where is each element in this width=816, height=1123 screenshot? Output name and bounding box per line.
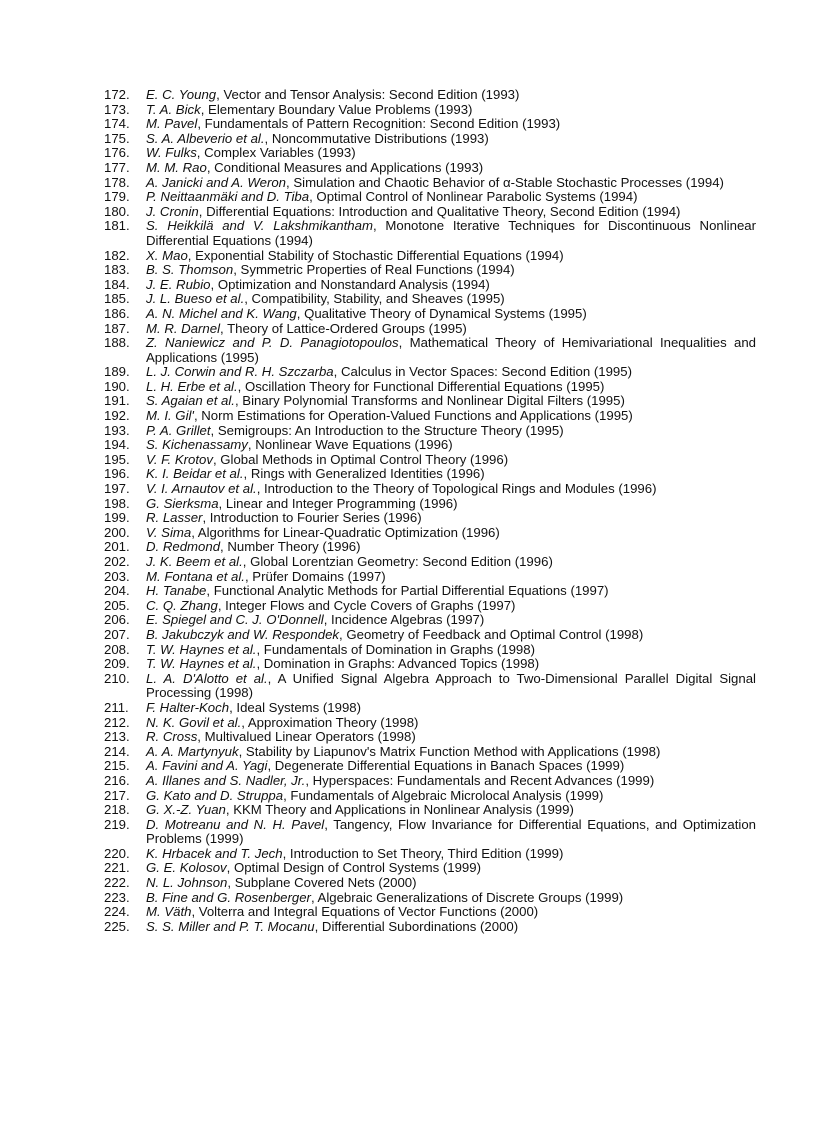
entry-author: J. K. Beem et al. [146,554,243,569]
list-item [104,599,756,614]
list-item [104,438,756,453]
entry-number: 196. [104,466,130,482]
entry-author: M. R. Darnel [146,320,221,336]
entry-text [146,380,756,395]
entry-number: 194. [104,437,130,453]
list-item [104,365,756,380]
entry-author: S. A. Albeverio et al. [146,130,265,146]
list-item [104,292,756,307]
entry-number: 187. [104,320,130,336]
entry-title: , Multivalued Linear Operators (1998) [197,729,416,745]
entry-title: , Global Lorentzian Geometry: Second Edition (1996) [242,554,553,569]
entry-title: , Qualitative Theory of Dynamical Systems (1995) [296,305,587,321]
entry-number: 191. [104,393,130,409]
entry-text [146,103,756,118]
entry-text [146,146,756,161]
entry-number: 220. [104,845,130,861]
entry-number: 173. [104,101,130,117]
entry-text [146,730,756,745]
list-item [104,336,756,365]
entry-number: 189. [104,364,130,380]
entry-author: A. A. Martynyuk [146,743,239,759]
list-item [104,322,756,337]
entry-title: , Noncommutative Distributions (1993) [264,130,489,146]
entry-text [146,176,756,191]
entry-title: , Semigroups: An Introduction to the Structure Theory (1995) [210,422,564,438]
entry-number: 216. [104,772,130,788]
entry-title: , Approximation Theory (1998) [241,714,419,730]
entry-title: , Stability by Liapunov's Matrix Function Method with Applications (1998) [238,743,661,759]
entry-author: N. K. Govil et al. [146,714,242,730]
entry-number: 177. [104,159,130,175]
entry-text [146,920,756,935]
entry-number: 225. [104,918,130,934]
entry-title: , Symmetric Properties of Real Functions (1994) [233,262,515,278]
entry-number: 190. [104,378,130,394]
list-item [104,526,756,541]
entry-author: B. Jakubczyk and W. Respondek [146,626,340,642]
entry-title: , Norm Estimations for Operation-Valued Functions and Applications (1995) [193,408,633,424]
entry-author: D. Motreanu and N. H. Pavel [146,816,325,832]
entry-number: 202. [104,554,130,569]
entry-title: , Oscillation Theory for Functional Differential Equations (1995) [237,378,605,394]
entry-title: , Functional Analytic Methods for Partial Differential Equations (1997) [206,583,609,599]
entry-title: , Tangency, Flow Invariance for Differential Equations, and Optimization Problems (1999) [146,816,756,847]
entry-title: , Optimization and Nonstandard Analysis (1994) [210,276,490,292]
entry-author: C. Q. Zhang [146,597,218,613]
entry-text [146,613,756,628]
entry-number: 199. [104,510,130,526]
entry-text [146,482,756,497]
entry-number: 186. [104,305,130,321]
entry-title: , Elementary Boundary Value Problems (1993) [200,101,473,117]
entry-text [146,278,756,293]
entry-text [146,132,756,147]
list-item [104,920,756,935]
entry-number: 209. [104,656,130,672]
entry-author: S. Kichenassamy [146,437,248,453]
entry-text [146,219,756,248]
list-item [104,132,756,147]
list-item [104,88,756,103]
list-item [104,847,756,862]
entry-author: P. Neittaanmäki and D. Tiba [146,189,310,205]
entry-title: , Volterra and Integral Equations of Vector Functions (2000) [191,904,539,920]
entry-text [146,394,756,409]
entry-author: M. M. Rao [146,159,207,175]
entry-title: , Nonlinear Wave Equations (1996) [247,437,453,453]
entry-author: M. I. Gil' [146,408,194,424]
entry-text [146,424,756,439]
entry-number: 179. [104,189,130,205]
entry-number: 193. [104,422,130,438]
list-item [104,103,756,118]
entry-author: E. C. Young [146,87,217,102]
entry-text [146,497,756,512]
list-item [104,730,756,745]
entry-number: 208. [104,641,130,657]
list-item [104,278,756,293]
entry-text [146,190,756,205]
entry-author: H. Tanabe [146,583,207,599]
entry-title: , Prüfer Domains (1997) [244,568,386,584]
entry-title: , Hyperspaces: Fundamentals and Recent Advances (1999) [305,772,655,788]
entry-author: V. F. Krotov [146,451,213,467]
entry-author: B. S. Thomson [146,262,234,278]
entry-text [146,789,756,804]
entry-title: , Monotone Iterative Techniques for Discontinuous Nonlinear Differential Equations (1994) [146,218,757,248]
entry-text [146,467,756,482]
list-item [104,774,756,789]
entry-author: S. Agaian et al. [146,393,235,409]
entry-author: J. E. Rubio [146,276,211,292]
entry-title: , Incidence Algebras (1997) [323,612,485,628]
entry-title: , Degenerate Differential Equations in Banach Spaces (1999) [267,758,625,774]
entry-author: A. Janicki and A. Weron [146,174,287,190]
entry-title: , KKM Theory and Applications in Nonlinear Analysis (1999) [225,802,574,818]
entry-author: G. X.-Z. Yuan [146,802,226,818]
entry-author: W. Fulks [146,145,197,161]
list-item [104,409,756,424]
list-item [104,307,756,322]
entry-title: , Calculus in Vector Spaces: Second Edition (1995) [333,364,632,380]
entry-number: 174. [104,116,130,132]
entry-title: , Domination in Graphs: Advanced Topics (1998) [256,656,540,672]
entry-title: , Theory of Lattice-Ordered Groups (1995) [220,320,467,336]
entry-text [146,745,756,760]
entry-text [146,526,756,541]
entry-title: , Differential Equations: Introduction and Qualitative Theory, Second Edition (1994) [198,203,681,219]
entry-text [146,599,756,614]
entry-text [146,409,756,424]
entry-number: 211. [104,699,129,715]
entry-number: 192. [104,408,130,424]
entry-title: , Number Theory (1996) [220,539,361,555]
entry-text [146,905,756,920]
entry-author: G. E. Kolosov [146,860,227,876]
list-item [104,701,756,716]
list-item [104,672,756,701]
list-item [104,219,756,248]
entry-title: , Exponential Stability of Stochastic Differential Equations (1994) [187,247,564,263]
list-item [104,861,756,876]
entry-text [146,322,756,337]
list-item [104,497,756,512]
list-item [104,424,756,439]
entry-text [146,292,756,307]
entry-author: M. Pavel [146,116,198,132]
entry-number: 213. [104,729,130,745]
list-item [104,467,756,482]
entry-author: T. A. Bick [146,101,201,117]
entry-text [146,555,756,570]
entry-text [146,891,756,906]
list-item [104,540,756,555]
entry-author: J. Cronin [146,203,199,219]
list-item [104,511,756,526]
entry-number: 205. [104,597,130,613]
entry-author: T. W. Haynes et al. [146,641,257,657]
entry-title: , Global Methods in Optimal Control Theory (1996) [212,451,509,467]
entry-text [146,336,756,365]
entry-text [146,803,756,818]
entry-author: N. L. Johnson [146,875,228,891]
entry-number: 217. [104,787,130,803]
list-item [104,628,756,643]
entry-text [146,847,756,862]
list-item [104,789,756,804]
entry-text [146,876,756,891]
entry-number: 219. [104,816,130,832]
entry-author: M. Fontana et al. [146,568,245,584]
entry-number: 221. [104,860,130,876]
entry-title: , Introduction to Set Theory, Third Edition (1999) [282,845,564,861]
entry-title: , Differential Subordinations (2000) [314,918,519,934]
entry-number: 218. [104,802,130,818]
entry-author: S. Heikkilä and V. Lakshmikantham [146,218,373,234]
entry-author: T. W. Haynes et al. [146,656,257,672]
entry-author: E. Spiegel and C. J. O'Donnell [146,612,324,628]
entry-title: , Linear and Integer Programming (1996) [218,495,458,511]
entry-title: , Fundamentals of Pattern Recognition: Second Edition (1993) [197,116,561,132]
entry-text [146,759,756,774]
entry-title: , Introduction to Fourier Series (1996) [202,510,422,526]
entry-text [146,861,756,876]
entry-number: 178. [104,174,130,190]
list-item [104,176,756,191]
entry-title: , Fundamentals of Domination in Graphs (1998) [256,641,535,657]
entry-number: 185. [104,291,130,307]
entry-title: , Complex Variables (1993) [196,145,356,161]
entry-title: , Subplane Covered Nets (2000) [227,875,417,891]
entry-title: , Fundamentals of Algebraic Microlocal Analysis (1999) [283,787,604,803]
entry-text [146,249,756,264]
entry-author: K. I. Beidar et al. [146,466,244,482]
entry-title: , Ideal Systems (1998) [229,699,362,715]
entry-title: , Integer Flows and Cycle Covers of Graphs (1997) [217,597,516,613]
entry-author: L. J. Corwin and R. H. Szczarba [146,364,334,380]
entry-number: 198. [104,495,130,511]
entry-number: 204. [104,583,130,599]
entry-number: 214. [104,743,130,759]
entry-number: 210. [104,670,130,686]
entry-author: X. Mao [146,247,188,263]
entry-number: 215. [104,758,130,774]
entry-text [146,818,756,847]
entry-author: J. L. Bueso et al. [146,291,245,307]
entry-author: M. Väth [146,904,192,920]
list-item [104,555,756,570]
list-item [104,613,756,628]
entry-author: A. Favini and A. Yagi [146,758,268,774]
entry-number: 197. [104,481,130,497]
list-item [104,891,756,906]
entry-title: , Binary Polynomial Transforms and Nonlinear Digital Filters (1995) [234,393,625,409]
list-item [104,205,756,220]
entry-text [146,657,756,672]
entry-author: V. I. Arnautov et al. [146,481,257,497]
entry-text [146,701,756,716]
entry-text [146,205,756,220]
entry-text [146,643,756,658]
list-item [104,190,756,205]
entry-number: 180. [104,203,130,219]
entry-number: 195. [104,451,130,467]
entry-author: B. Fine and G. Rosenberger [146,889,311,905]
entry-title: , Optimal Control of Nonlinear Parabolic Systems (1994) [309,189,638,205]
list-item [104,818,756,847]
entry-number: 201. [104,539,130,555]
entry-author: G. Kato and D. Struppa [146,787,284,803]
entry-number: 200. [104,524,130,540]
list-item [104,745,756,760]
list-item [104,657,756,672]
entry-number: 212. [104,714,130,730]
entry-text [146,511,756,526]
entry-title: , Optimal Design of Control Systems (1999) [226,860,481,876]
entry-title: , Simulation and Chaotic Behavior of α-Stable Stochastic Processes (1994) [286,174,724,190]
list-item [104,643,756,658]
entry-title: , Rings with Generalized Identities (1996) [243,466,485,482]
entry-number: 175. [104,130,130,146]
entry-title: , Conditional Measures and Applications (1993) [206,159,484,175]
entry-author: L. A. D'Alotto et al. [146,670,268,686]
entry-number: 224. [104,904,130,920]
entry-title: , Vector and Tensor Analysis: Second Edition (1993) [216,87,520,102]
entry-author: S. S. Miller and P. T. Mocanu [146,918,315,934]
entry-title: , Algorithms for Linear-Quadratic Optimization (1996) [191,524,500,540]
list-item [104,905,756,920]
entry-text [146,570,756,585]
list-item [104,249,756,264]
entry-author: K. Hrbacek and T. Jech [146,845,283,861]
entry-title: , Compatibility, Stability, and Sheaves (1995) [244,291,505,307]
list-item [104,570,756,585]
entry-number: 172. [104,87,130,102]
entry-text [146,161,756,176]
entry-number: 223. [104,889,130,905]
entry-author: P. A. Grillet [146,422,211,438]
entry-title: , A Unified Signal Algebra Approach to Two-Dimensional Parallel Digital Signal Processing (1998) [146,670,756,701]
entry-number: 207. [104,626,130,642]
entry-text [146,117,756,132]
entry-author: L. H. Erbe et al. [146,378,238,394]
list-item [104,394,756,409]
entry-author: V. Sima [146,524,192,540]
entry-author: A. N. Michel and K. Wang [146,305,297,321]
entry-text [146,628,756,643]
entry-text [146,365,756,380]
list-item [104,716,756,731]
entry-text [146,453,756,468]
list-item [104,584,756,599]
entry-text [146,584,756,599]
list-item [104,117,756,132]
entry-text [146,672,756,701]
book-series-list [104,88,756,934]
entry-number: 222. [104,875,130,891]
entry-author: R. Lasser [146,510,203,526]
entry-author: A. Illanes and S. Nadler, Jr. [146,772,306,788]
entry-title: , Introduction to the Theory of Topological Rings and Modules (1996) [256,481,657,497]
entry-text [146,774,756,789]
entry-author: D. Redmond [146,539,221,555]
entry-title: , Geometry of Feedback and Optimal Control (1998) [339,626,644,642]
list-item [104,453,756,468]
list-item [104,482,756,497]
entry-number: 181. [104,218,130,234]
entry-number: 188. [104,335,130,351]
list-item [104,876,756,891]
entry-text [146,263,756,278]
entry-number: 206. [104,612,130,628]
list-item [104,161,756,176]
entry-text [146,88,756,103]
entry-title: , Algebraic Generalizations of Discrete Groups (1999) [310,889,624,905]
entry-number: 182. [104,247,130,263]
entry-number: 184. [104,276,130,292]
entry-number: 176. [104,145,130,161]
entry-author: Z. Naniewicz and P. D. Panagiotopoulos [146,335,399,351]
list-item [104,380,756,395]
list-item [104,803,756,818]
entry-text [146,716,756,731]
list-item [104,759,756,774]
entry-text [146,438,756,453]
entry-title: , Mathematical Theory of Hemivariational Inequalities and Applications (1995) [146,335,756,365]
entry-author: R. Cross [146,729,198,745]
entry-text [146,540,756,555]
list-item [104,263,756,278]
entry-number: 183. [104,262,130,278]
list-item [104,146,756,161]
entry-text [146,307,756,322]
entry-number: 203. [104,568,130,584]
entry-author: F. Halter-Koch [146,699,230,715]
entry-author: G. Sierksma [146,495,219,511]
